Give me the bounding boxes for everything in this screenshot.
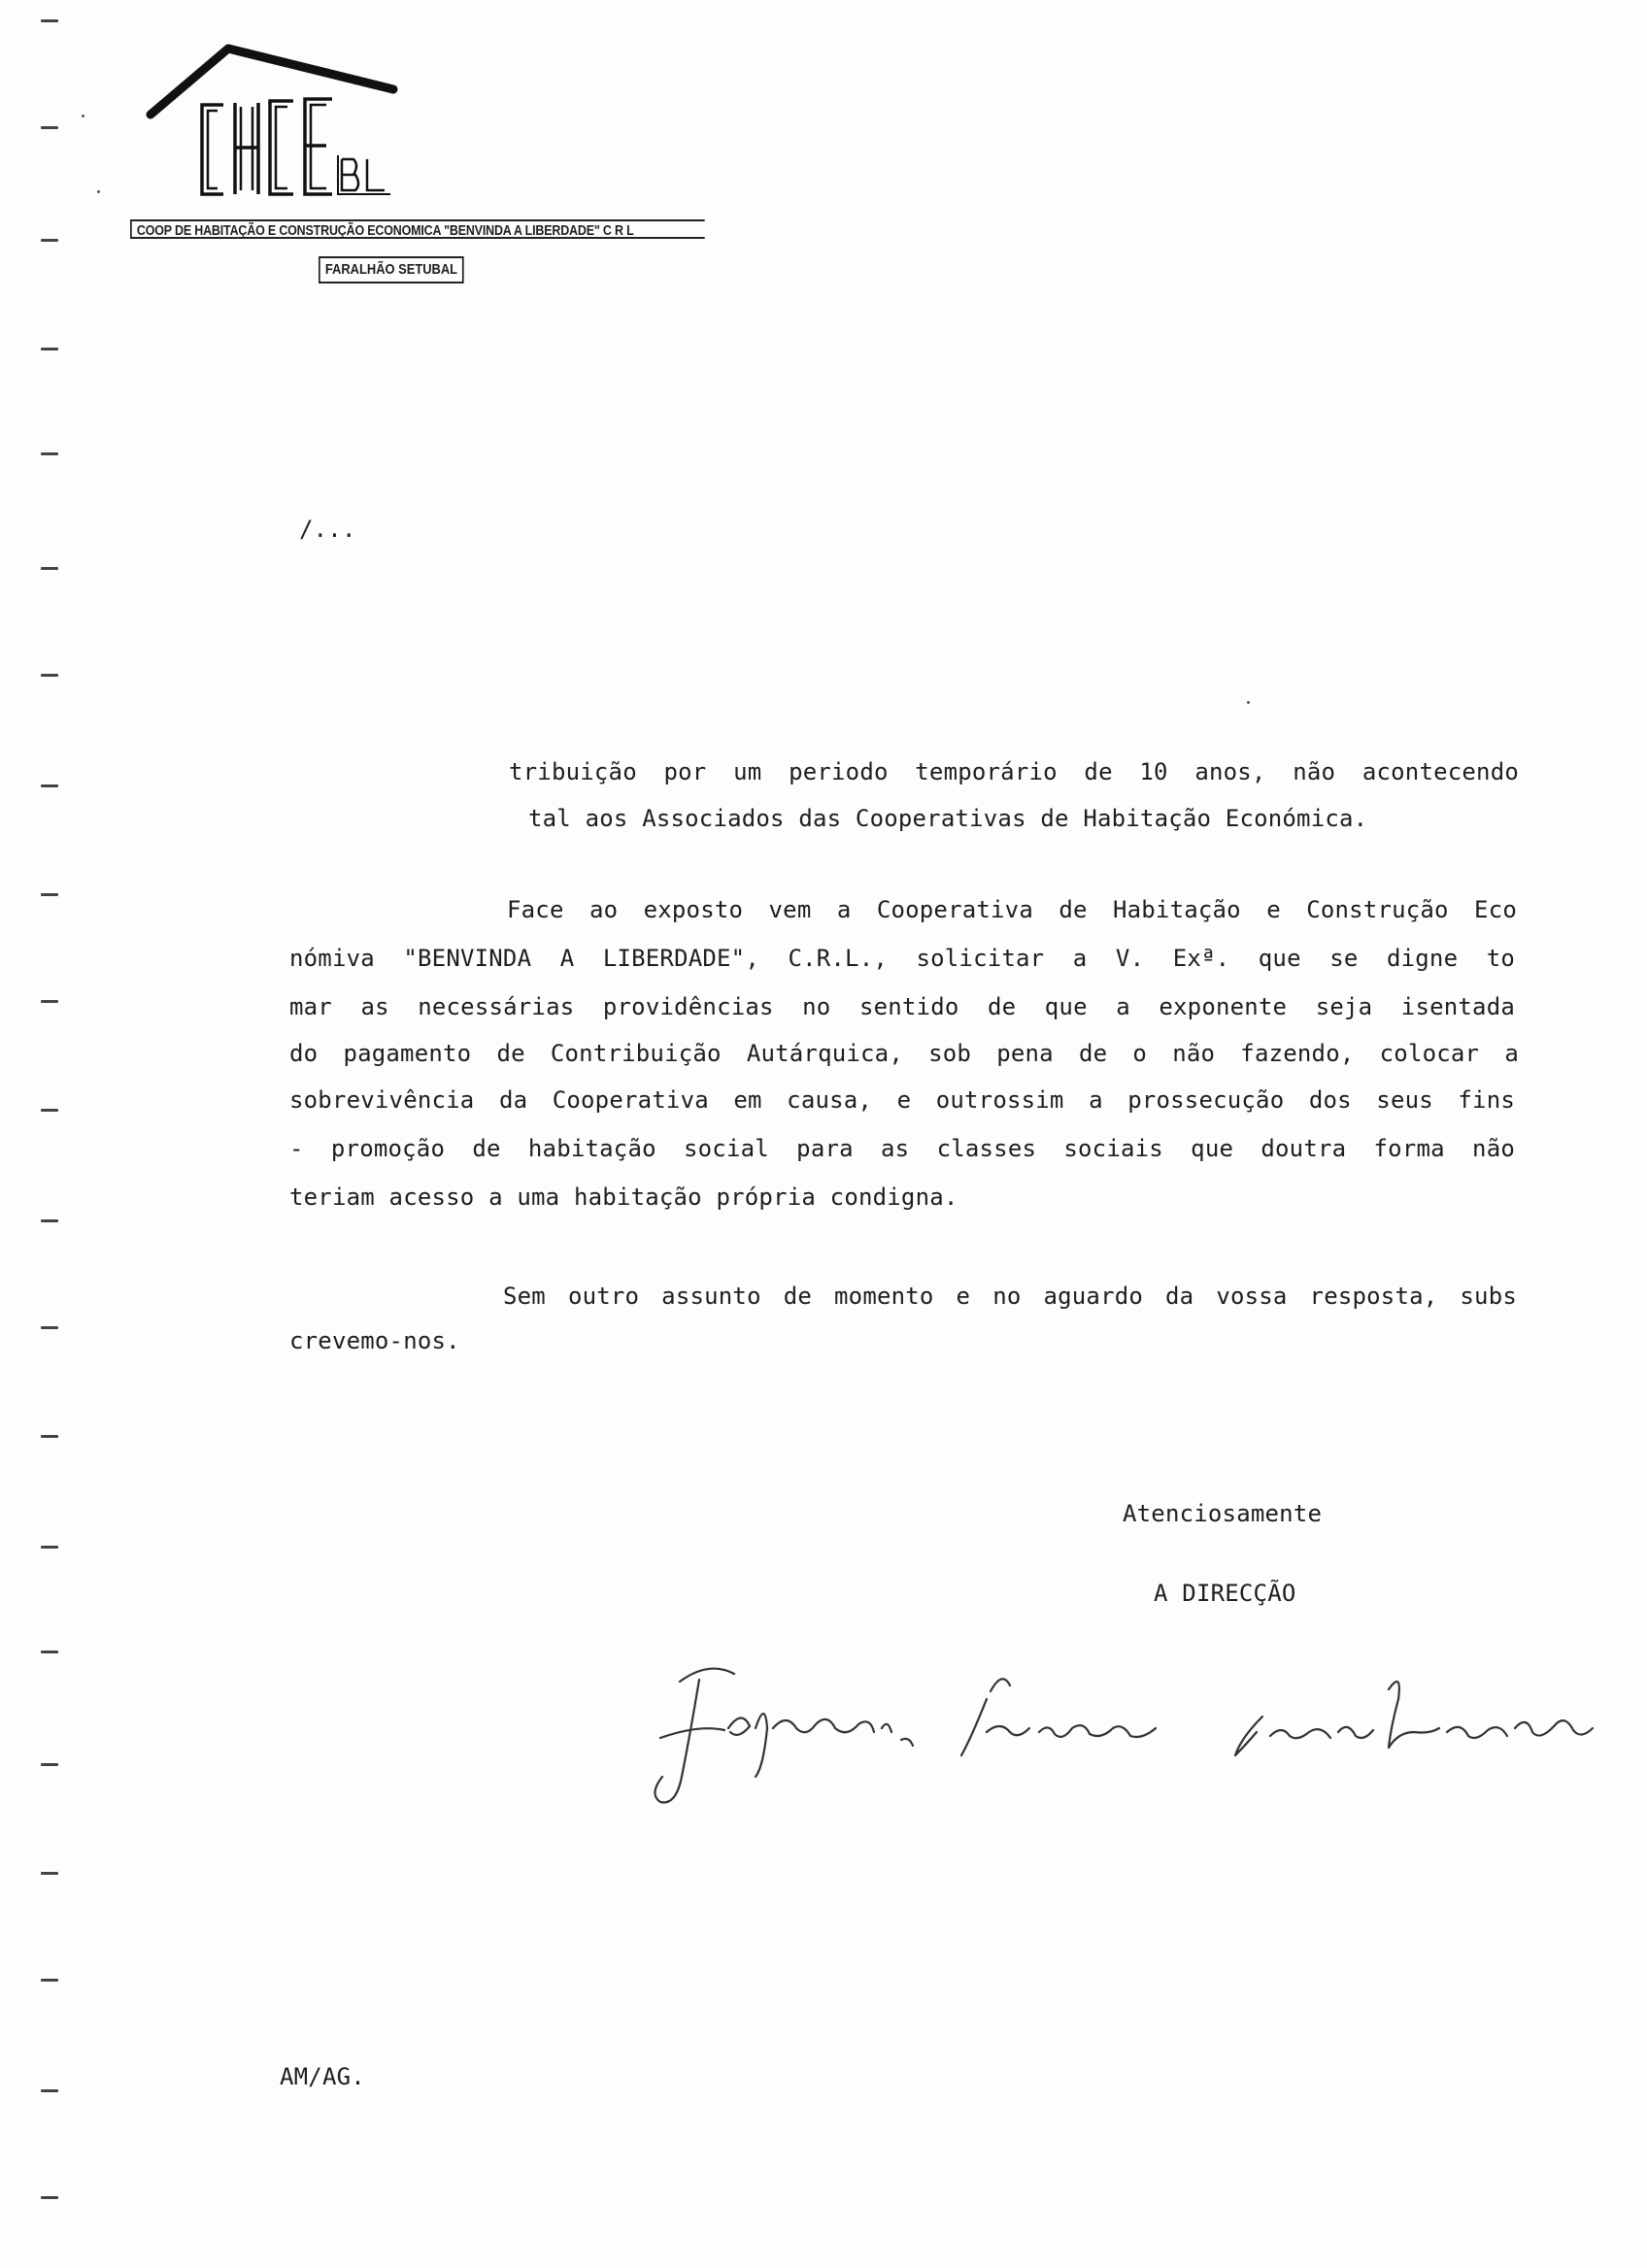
paragraph-2-line-4: do pagamento de Contribuição Autárquica, sob pena de o não fazendo, colocar a — [289, 1040, 1519, 1067]
handwritten-signature — [641, 1631, 1612, 1825]
paragraph-1-line-1: tribuição por um periodo temporário de 10 anos, não acontecendo — [509, 758, 1519, 785]
binding-mark — [41, 2089, 58, 2092]
binding-mark — [41, 1219, 58, 1222]
closing-signatory: A DIRECÇÃO — [1154, 1580, 1296, 1607]
binding-mark — [41, 567, 58, 570]
reference-initials: AM/AG. — [280, 2063, 365, 2090]
binding-mark — [41, 1872, 58, 1875]
cooperative-logo — [146, 39, 447, 214]
binding-mark — [41, 239, 58, 242]
paragraph-1-line-2: tal aos Associados das Cooperativas de Habitação Económica. — [528, 805, 1368, 832]
paragraph-2-line-5: sobrevivência da Cooperativa em causa, e outrossim a prossecução dos seus fins — [289, 1086, 1515, 1114]
binding-mark — [41, 452, 58, 455]
paragraph-2-line-6: - promoção de habitação social para as classes sociais que doutra forma não — [289, 1135, 1515, 1162]
binding-mark — [41, 126, 58, 129]
binding-mark — [41, 1546, 58, 1549]
binding-mark — [41, 1651, 58, 1653]
binding-mark — [41, 1435, 58, 1438]
paragraph-2-line-7: teriam acesso a uma habitação própria condigna. — [289, 1184, 958, 1211]
paragraph-3-line-2: crevemo-nos. — [289, 1327, 460, 1354]
scan-speck — [82, 115, 84, 117]
binding-mark — [41, 784, 58, 787]
binding-mark — [41, 2196, 58, 2199]
scan-speck — [97, 190, 100, 193]
binding-mark — [41, 893, 58, 896]
paragraph-2-line-3: mar as necessárias providências no sentido de que a exponente seja isentada — [289, 993, 1515, 1020]
paragraph-2-line-1: Face ao exposto vem a Cooperativa de Habitação e Construção Eco — [507, 896, 1517, 923]
paragraph-3-line-1: Sem outro assunto de momento e no aguardo da vossa resposta, subs — [503, 1283, 1517, 1310]
binding-mark — [41, 1000, 58, 1003]
binding-mark — [41, 674, 58, 677]
cooperative-location: FARALHÃO SETUBAL — [319, 256, 464, 284]
continuation-marker: /... — [299, 516, 356, 543]
binding-mark — [41, 1979, 58, 1982]
binding-mark — [41, 1763, 58, 1766]
binding-mark — [41, 19, 58, 22]
binding-mark — [41, 1326, 58, 1329]
closing-salutation: Atenciosamente — [1123, 1500, 1323, 1527]
binding-mark — [41, 1109, 58, 1112]
scan-speck — [1247, 701, 1250, 704]
cooperative-name-banner: COOP DE HABITAÇÃO E CONSTRUÇÃO ECONOMICA "BENVINDA A LIBERDADE" C R L — [130, 219, 705, 239]
binding-mark — [41, 348, 58, 350]
paragraph-2-line-2: nómiva "BENVINDA A LIBERDADE", C.R.L., solicitar a V. Exª. que se digne to — [289, 945, 1515, 972]
